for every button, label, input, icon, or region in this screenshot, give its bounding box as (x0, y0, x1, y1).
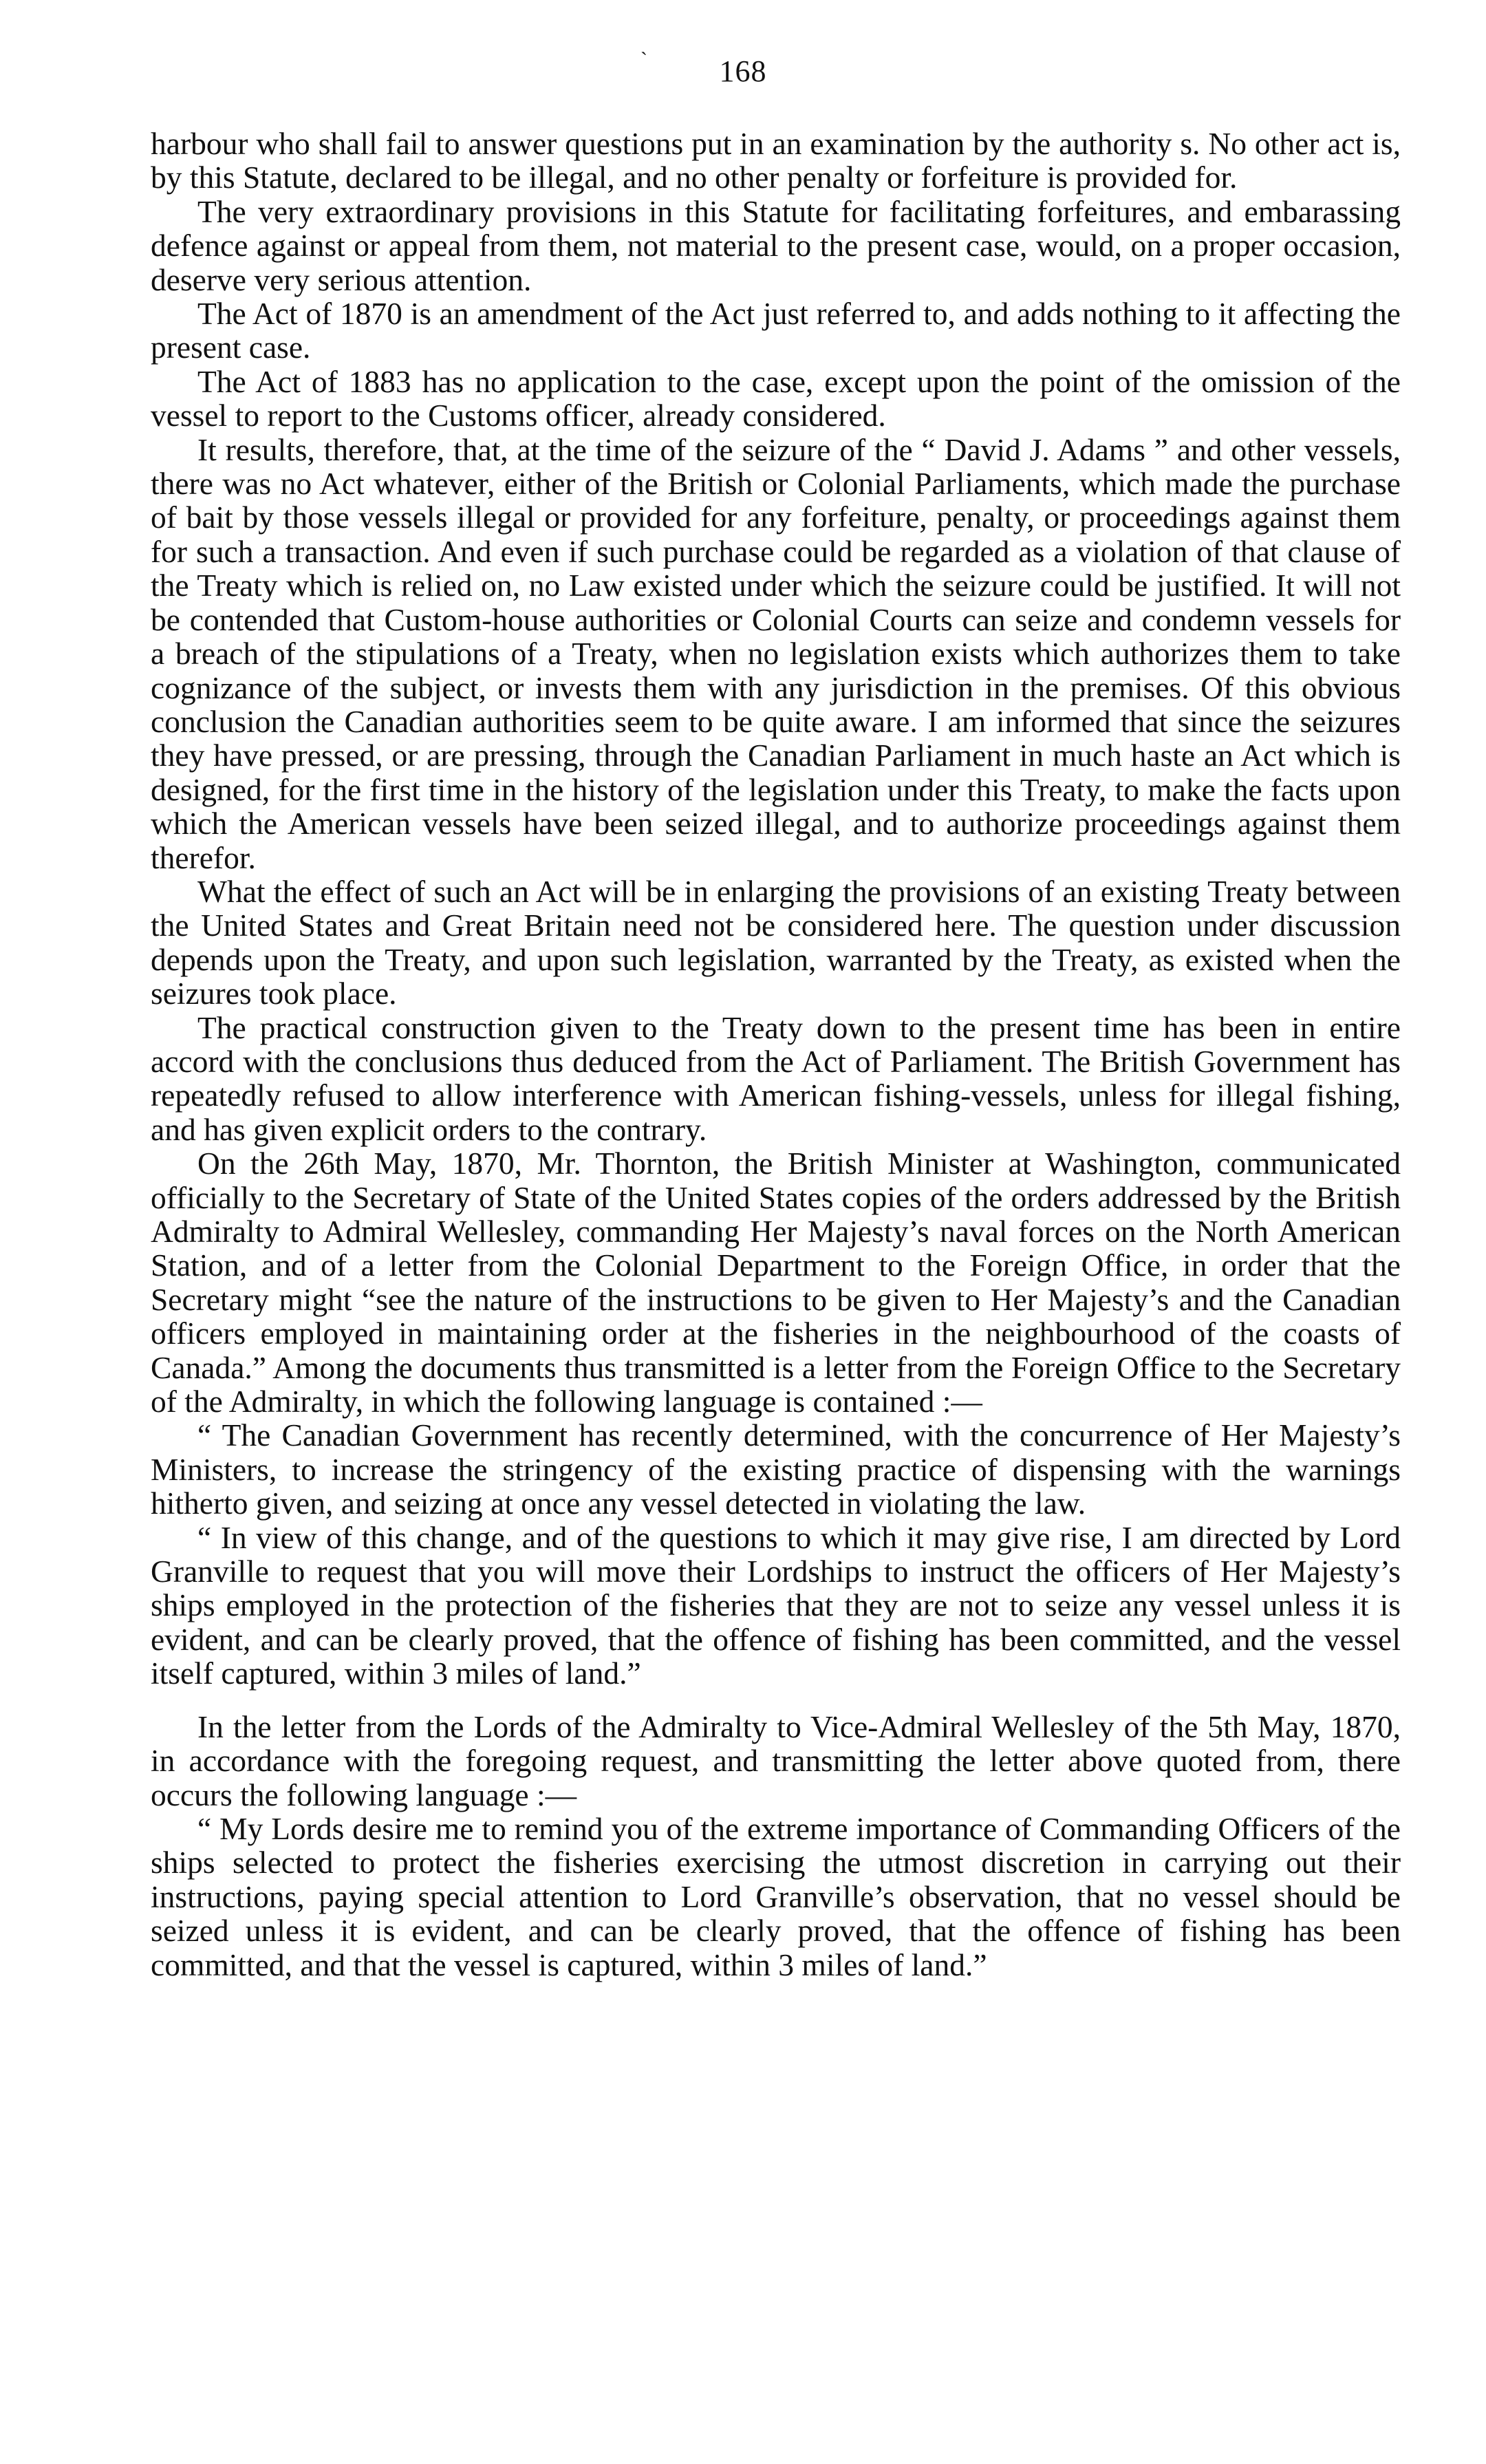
paragraph-act-1870: The Act of 1870 is an amendment of the Act just referred to, and adds nothing to it affecting the present case. (151, 296, 1401, 365)
paragraph-26th-may: On the 26th May, 1870, Mr. Thornton, the British Minister at Washington, communicated officially to the Secretary of State of the United States copies of the orders addressed by the British Admiralty to Admiral Wellesley, commanding Her Majesty’s naval forces on the North American Station, and of a letter from the Colonial Department to the Foreign Office, in order that the Secretary might “see the nature of the instructions to be given to Her Majesty’s and the Canadian officers employed in maintaining order at the fisheries in the neighbourhood of the coasts of Canada.” Among the documents thus transmitted is a letter from the Foreign Office to the Secretary of the Admiralty, in which the following language is contained :— (151, 1146, 1401, 1420)
quote-lord-granville: “ In view of this change, and of the questions to which it may give rise, I am directed by Lord Granville to request that you will move their Lordships to instruct the officers of Her Majesty’s ships employed in the protection of the fisheries that they are not to seize any vessel unless it is evident, and can be clearly proved, that the offence of fishing has been committed, and the vessel itself captured, within 3 miles of land.” (151, 1519, 1401, 1691)
quote-canadian-government: “ The Canadian Government has recently determined, with the concurrence of Her Majesty’s Ministers, to increase the stringency of the existing practice of dispensing with the warnings hitherto given, and seizing at once any vessel detected in violating the law. (151, 1417, 1401, 1521)
paragraph-continuation: harbour who shall fail to answer questions put in an examination by the authority s. No other act is, by this Statute, declared to be illegal, and no other penalty or forfeiture is provided for. (151, 126, 1401, 195)
paragraph-effect-of-act: What the effect of such an Act will be in enlarging the provisions of an existing Treaty between the United States and Great Britain need not be considered here. The question under discussion depends upon the Treaty, and upon such legislation, warranted by the Treaty, as existed when the seizures took place. (151, 873, 1401, 1011)
paragraph-extraordinary-provisions: The very extraordinary provisions in this Statute for facilitating forfeitures, and embarassing defence against or appeal from them, not material to the present case, would, on a proper occasion, deserve very serious attention. (151, 193, 1401, 297)
quote-my-lords: “ My Lords desire me to remind you of the extreme importance of Commanding Officers of the ships selected to protect the fisheries exercising the utmost discretion in carrying out their instructions, paying special attention to Lord Granville’s observation, that no vessel should be seized unless it is evident, and can be clearly proved, that the offence of fishing has been committed, and that the vessel is captured, within 3 miles of land.” (151, 1810, 1401, 1982)
margin-mark: ` (640, 48, 647, 71)
body-text (151, 127, 1401, 1982)
page-number: 168 (719, 54, 767, 88)
paragraph-practical-construction: The practical construction given to the Treaty down to the present time has been in entire accord with the conclusions thus deduced from the Act of Parliament. The British Government has repeatedly refused to allow interference with American fishing-vessels, unless for illegal fishing, and has given explicit orders to the contrary. (151, 1009, 1401, 1147)
paragraph-act-1883: The Act of 1883 has no application to the case, except upon the point of the omission of the vessel to report to the Customs officer, already considered. (151, 363, 1401, 433)
paragraph-lords-admiralty: In the letter from the Lords of the Admiralty to Vice-Admiral Wellesley of the 5th May, 1870, in accordance with the foregoing request, and transmitting the letter above quoted from, there occurs the following language :— (151, 1708, 1401, 1812)
paragraph-it-results: It results, therefore, that, at the time of the seizure of the “ David J. Adams ” and other vessels, there was no Act whatever, either of the British or Colonial Parliaments, which made the purchase of bait by those vessels illegal or provided for any forfeiture, penalty, or proceedings against them for such a transaction. And even if such purchase could be regarded as a violation of that clause of the Treaty which is relied on, no Law existed under which the seizure could be justified. It will not be contended that Custom-house authorities or Colonial Courts can seize and condemn vessels for a breach of the stipulations of a Treaty, when no legislation exists which authorizes them to take cognizance of the subject, or invests them with any jurisdiction in the premises. Of this obvious conclusion the Canadian authorities seem to be quite aware. I am informed that since the seizures they have pressed, or are pressing, through the Canadian Parliament in much haste an Act which is designed, for the first time in the history of the legislation under this Treaty, to make the facts upon which the American vessels have been seized illegal, and to authorize proceedings against them therefor. (151, 431, 1401, 875)
